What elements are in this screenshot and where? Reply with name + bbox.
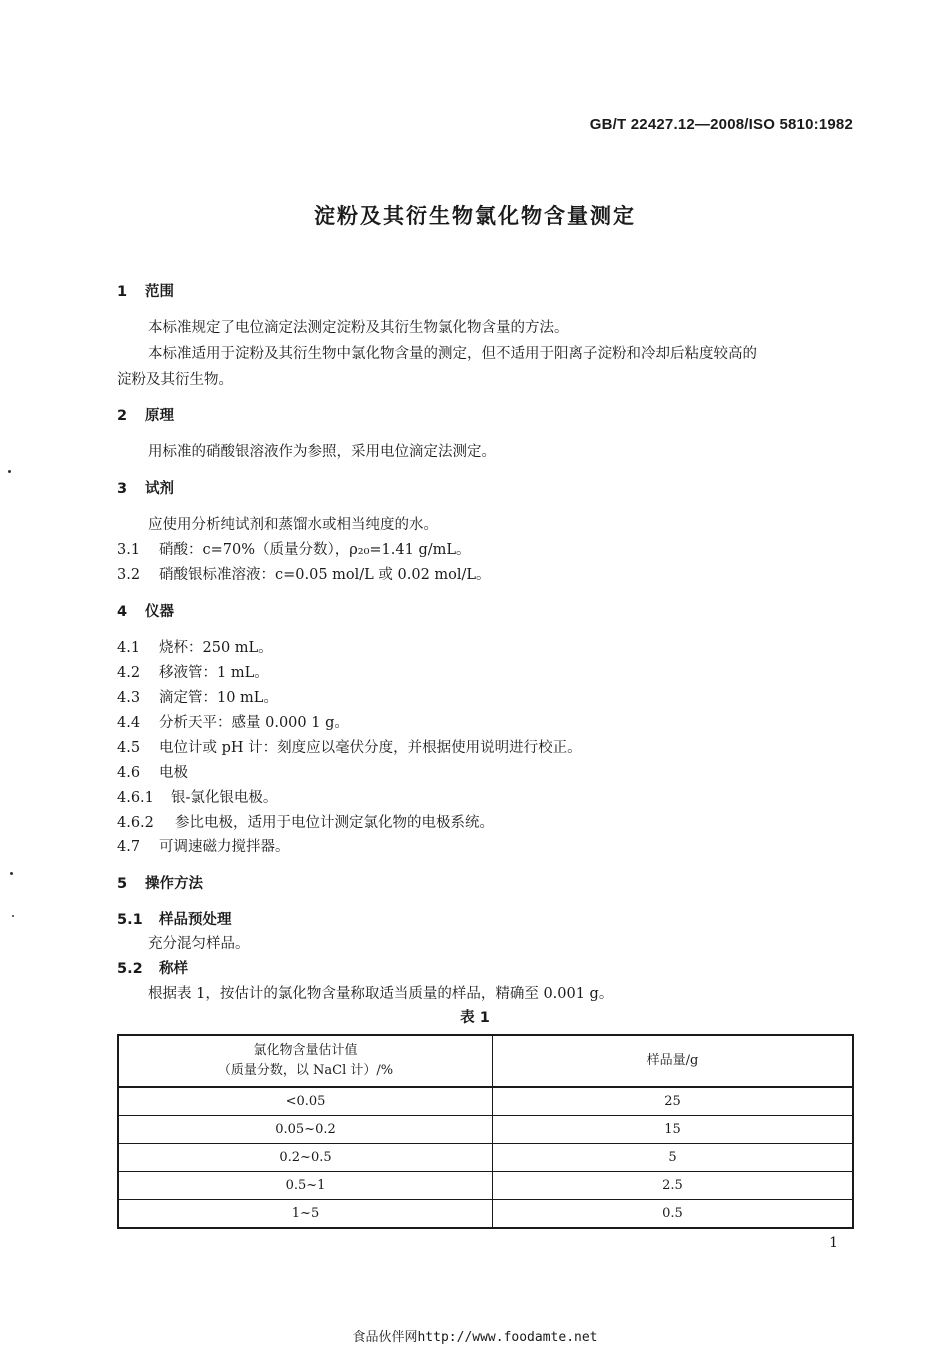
section-1-paragraph-2-line-2: 淀粉及其衍生物。 bbox=[117, 372, 233, 388]
item-4-4: 4.4 分析天平：感量 0.000 1 g。 bbox=[117, 715, 349, 731]
scan-speck bbox=[8, 470, 11, 473]
item-4-1: 4.1 烧杯：250 mL。 bbox=[117, 640, 273, 656]
item-4-2: 4.2 移液管：1 mL。 bbox=[117, 665, 269, 681]
table-row bbox=[118, 1172, 853, 1200]
standard-number: GB/T 22427.12—2008/ISO 5810:1982 bbox=[589, 116, 853, 133]
section-3-paragraph: 应使用分析纯试剂和蒸馏水或相当纯度的水。 bbox=[148, 517, 438, 533]
subsection-5-1-heading: 5.1 样品预处理 bbox=[117, 912, 232, 928]
table-header-row bbox=[118, 1035, 853, 1087]
item-4-6-1: 4.6.1 银-氯化银电极。 bbox=[117, 790, 278, 806]
table-row bbox=[118, 1116, 853, 1144]
item-4-6: 4.6 电极 bbox=[117, 765, 188, 781]
table-1-caption: 表 1 bbox=[460, 1010, 490, 1026]
document-title: 淀粉及其衍生物氯化物含量测定 bbox=[314, 204, 636, 228]
section-1-paragraph-2-line-1: 本标准适用于淀粉及其衍生物中氯化物含量的测定，但不适用于阳离子淀粉和冷却后粘度较高的 bbox=[148, 346, 757, 362]
table-cell-range: <0.05 bbox=[118, 1087, 493, 1116]
subsection-5-2-heading: 5.2 称样 bbox=[117, 961, 188, 977]
item-4-3: 4.3 滴定管：10 mL。 bbox=[117, 690, 278, 706]
section-5-heading: 5 操作方法 bbox=[117, 876, 203, 892]
table-cell-range: 0.2~0.5 bbox=[118, 1144, 493, 1172]
section-2-paragraph: 用标准的硝酸银溶液作为参照，采用电位滴定法测定。 bbox=[148, 444, 496, 460]
table-cell-mass: 15 bbox=[493, 1116, 854, 1144]
section-2-heading: 2 原理 bbox=[117, 408, 174, 424]
item-4-7: 4.7 可调速磁力搅拌器。 bbox=[117, 839, 290, 855]
table-cell-range: 0.5~1 bbox=[118, 1172, 493, 1200]
table-cell-range: 1~5 bbox=[118, 1200, 493, 1229]
table-cell-range: 0.05~0.2 bbox=[118, 1116, 493, 1144]
item-3-1: 3.1 硝酸：c=70%（质量分数），ρ₂₀=1.41 g/mL。 bbox=[117, 542, 471, 558]
section-1-paragraph-1: 本标准规定了电位滴定法测定淀粉及其衍生物氯化物含量的方法。 bbox=[148, 320, 569, 336]
scan-speck bbox=[10, 872, 13, 875]
scan-speck bbox=[12, 915, 14, 917]
section-1-heading: 1 范围 bbox=[117, 284, 174, 300]
table-cell-mass: 0.5 bbox=[493, 1200, 854, 1229]
table-cell-mass: 5 bbox=[493, 1144, 854, 1172]
page-number: 1 bbox=[829, 1235, 838, 1251]
table-row bbox=[118, 1087, 853, 1116]
subsection-5-1-text: 充分混匀样品。 bbox=[148, 936, 250, 952]
section-3-heading: 3 试剂 bbox=[117, 481, 174, 497]
table-row bbox=[118, 1200, 853, 1229]
item-4-5: 4.5 电位计或 pH 计：刻度应以毫伏分度，并根据使用说明进行校正。 bbox=[117, 740, 582, 756]
table-row bbox=[118, 1144, 853, 1172]
section-4-heading: 4 仪器 bbox=[117, 604, 174, 620]
table-1 bbox=[117, 1034, 854, 1229]
table-cell-mass: 25 bbox=[493, 1087, 854, 1116]
footer-watermark-text: 食品伙伴网http://www.foodamte.net bbox=[352, 1330, 598, 1345]
table-cell-mass: 2.5 bbox=[493, 1172, 854, 1200]
subsection-5-2-text: 根据表 1，按估计的氯化物含量称取适当质量的样品，精确至 0.001 g。 bbox=[148, 986, 614, 1002]
item-3-2: 3.2 硝酸银标准溶液：c=0.05 mol/L 或 0.02 mol/L。 bbox=[117, 567, 491, 583]
table-header-sample-mass: 样品量/g bbox=[493, 1035, 854, 1087]
item-4-6-2: 4.6.2 参比电极，适用于电位计测定氯化物的电极系统。 bbox=[117, 815, 494, 831]
table-header-chloride-estimate: 氯化物含量估计值 （质量分数，以 NaCl 计）/% bbox=[118, 1035, 493, 1087]
